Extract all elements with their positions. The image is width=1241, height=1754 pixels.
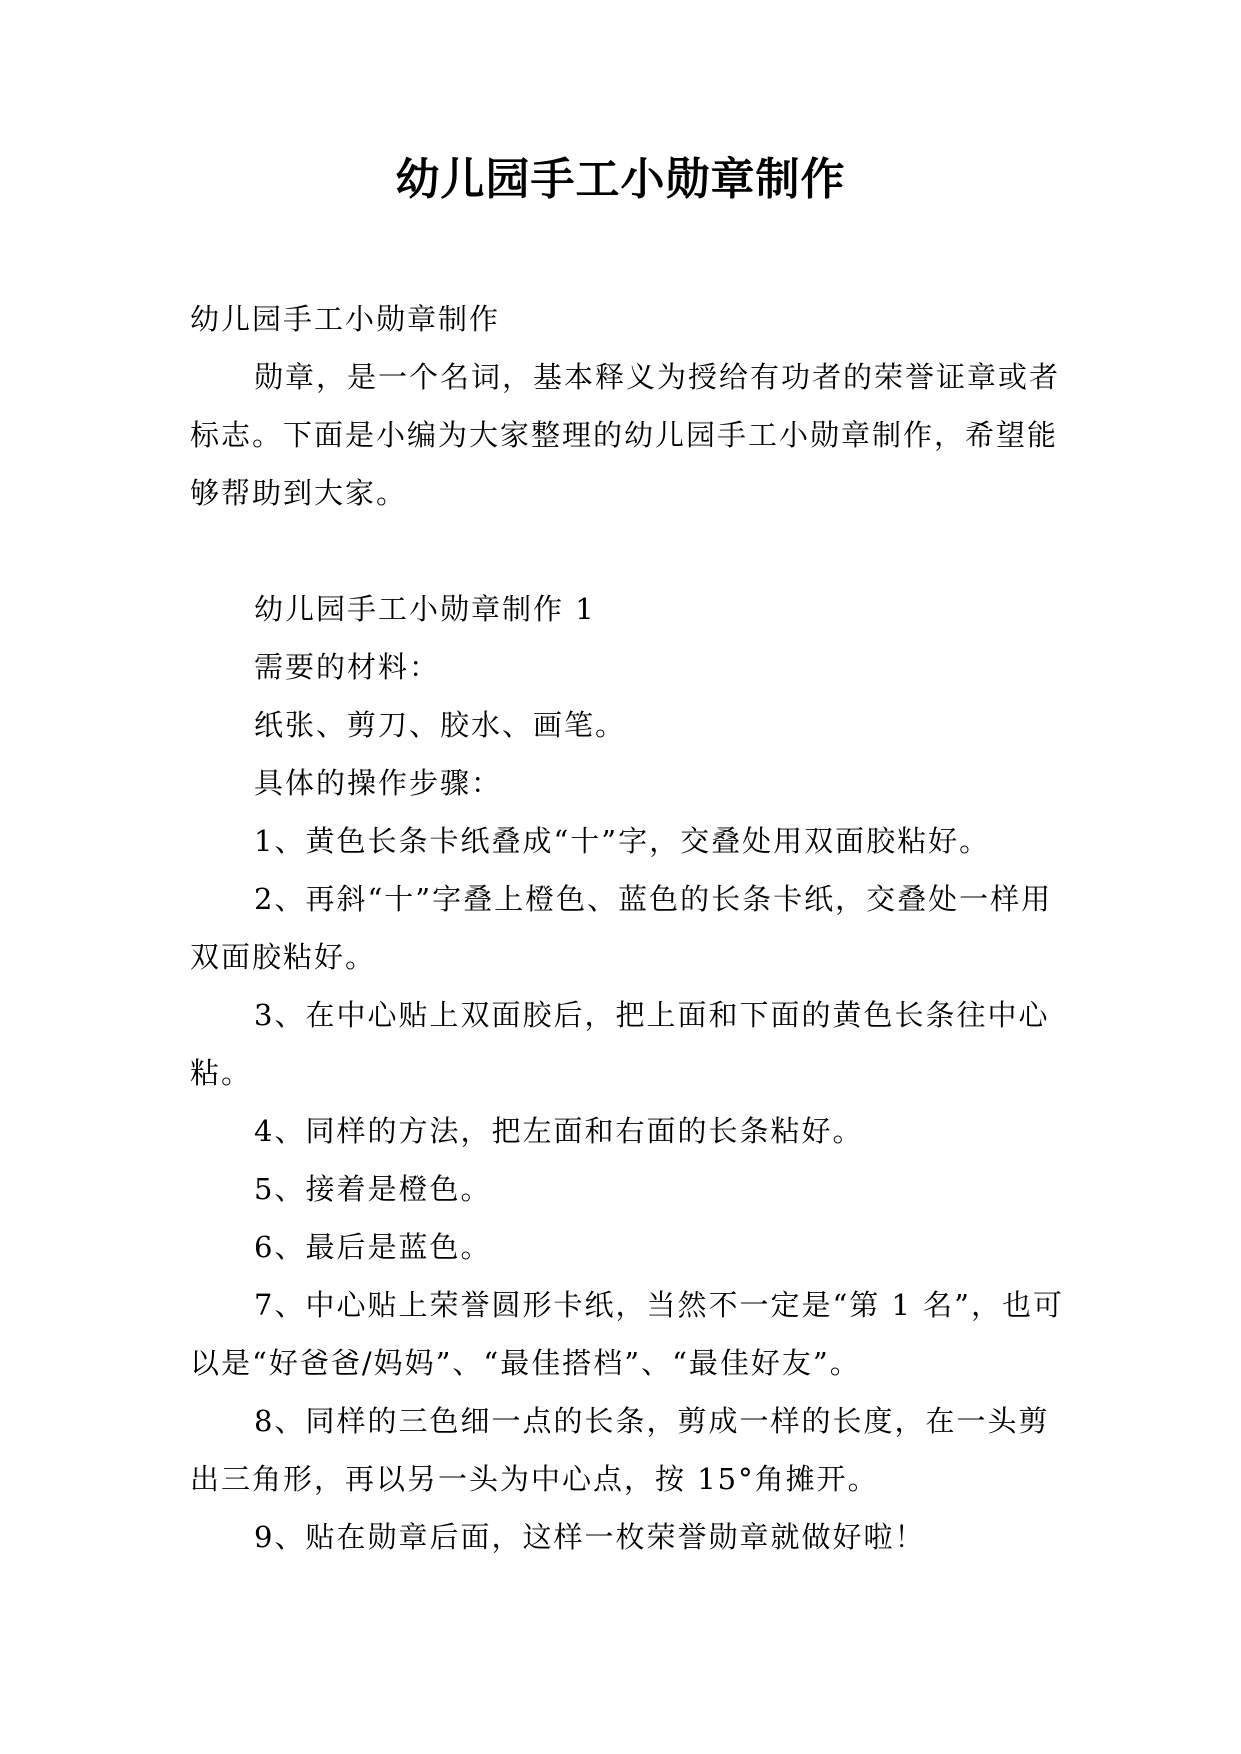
- paragraph-gap: [190, 522, 1070, 580]
- step-item: 9、贴在勋章后面，这样一枚荣誉勋章就做好啦！: [254, 1520, 926, 1554]
- step-item: 1、黄色长条卡纸叠成“十”字，交叠处用双面胶粘好。: [254, 824, 991, 858]
- step-item: 5、接着是橙色。: [254, 1172, 492, 1206]
- section-heading: 幼儿园手工小勋章制作 1: [254, 592, 596, 626]
- materials-label: 需要的材料：: [254, 650, 441, 684]
- step-item: 2、再斜“十”字叠上橙色、蓝色的长条卡纸，交叠处一样用双面胶粘好。: [190, 882, 1053, 974]
- materials-list: 纸张、剪刀、胶水、画笔。: [254, 708, 627, 742]
- document-title: 幼儿园手工小勋章制作: [395, 154, 846, 205]
- step-item: 7、中心贴上荣誉圆形卡纸，当然不一定是“第 1 名”，也可以是“好爸爸/妈妈”、“最佳搭档”、“最佳好友”。: [190, 1288, 1064, 1380]
- document-subtitle: 幼儿园手工小勋章制作: [190, 302, 501, 336]
- steps-label: 具体的操作步骤：: [254, 766, 503, 800]
- step-item: 3、在中心贴上双面胶后，把上面和下面的黄色长条往中心粘。: [190, 998, 1050, 1090]
- intro-paragraph: 勋章，是一个名词，基本释义为授给有功者的荣誉证章或者标志。下面是小编为大家整理的幼儿园手工小勋章制作，希望能够帮助到大家。: [190, 360, 1061, 510]
- document-body: [190, 290, 1070, 1566]
- step-item: 8、同样的三色细一点的长条，剪成一样的长度，在一头剪出三角形，再以另一头为中心点，按 15°角摊开。: [190, 1404, 1050, 1496]
- step-item: 4、同样的方法，把左面和右面的长条粘好。: [254, 1114, 864, 1148]
- step-item: 6、最后是蓝色。: [254, 1230, 492, 1264]
